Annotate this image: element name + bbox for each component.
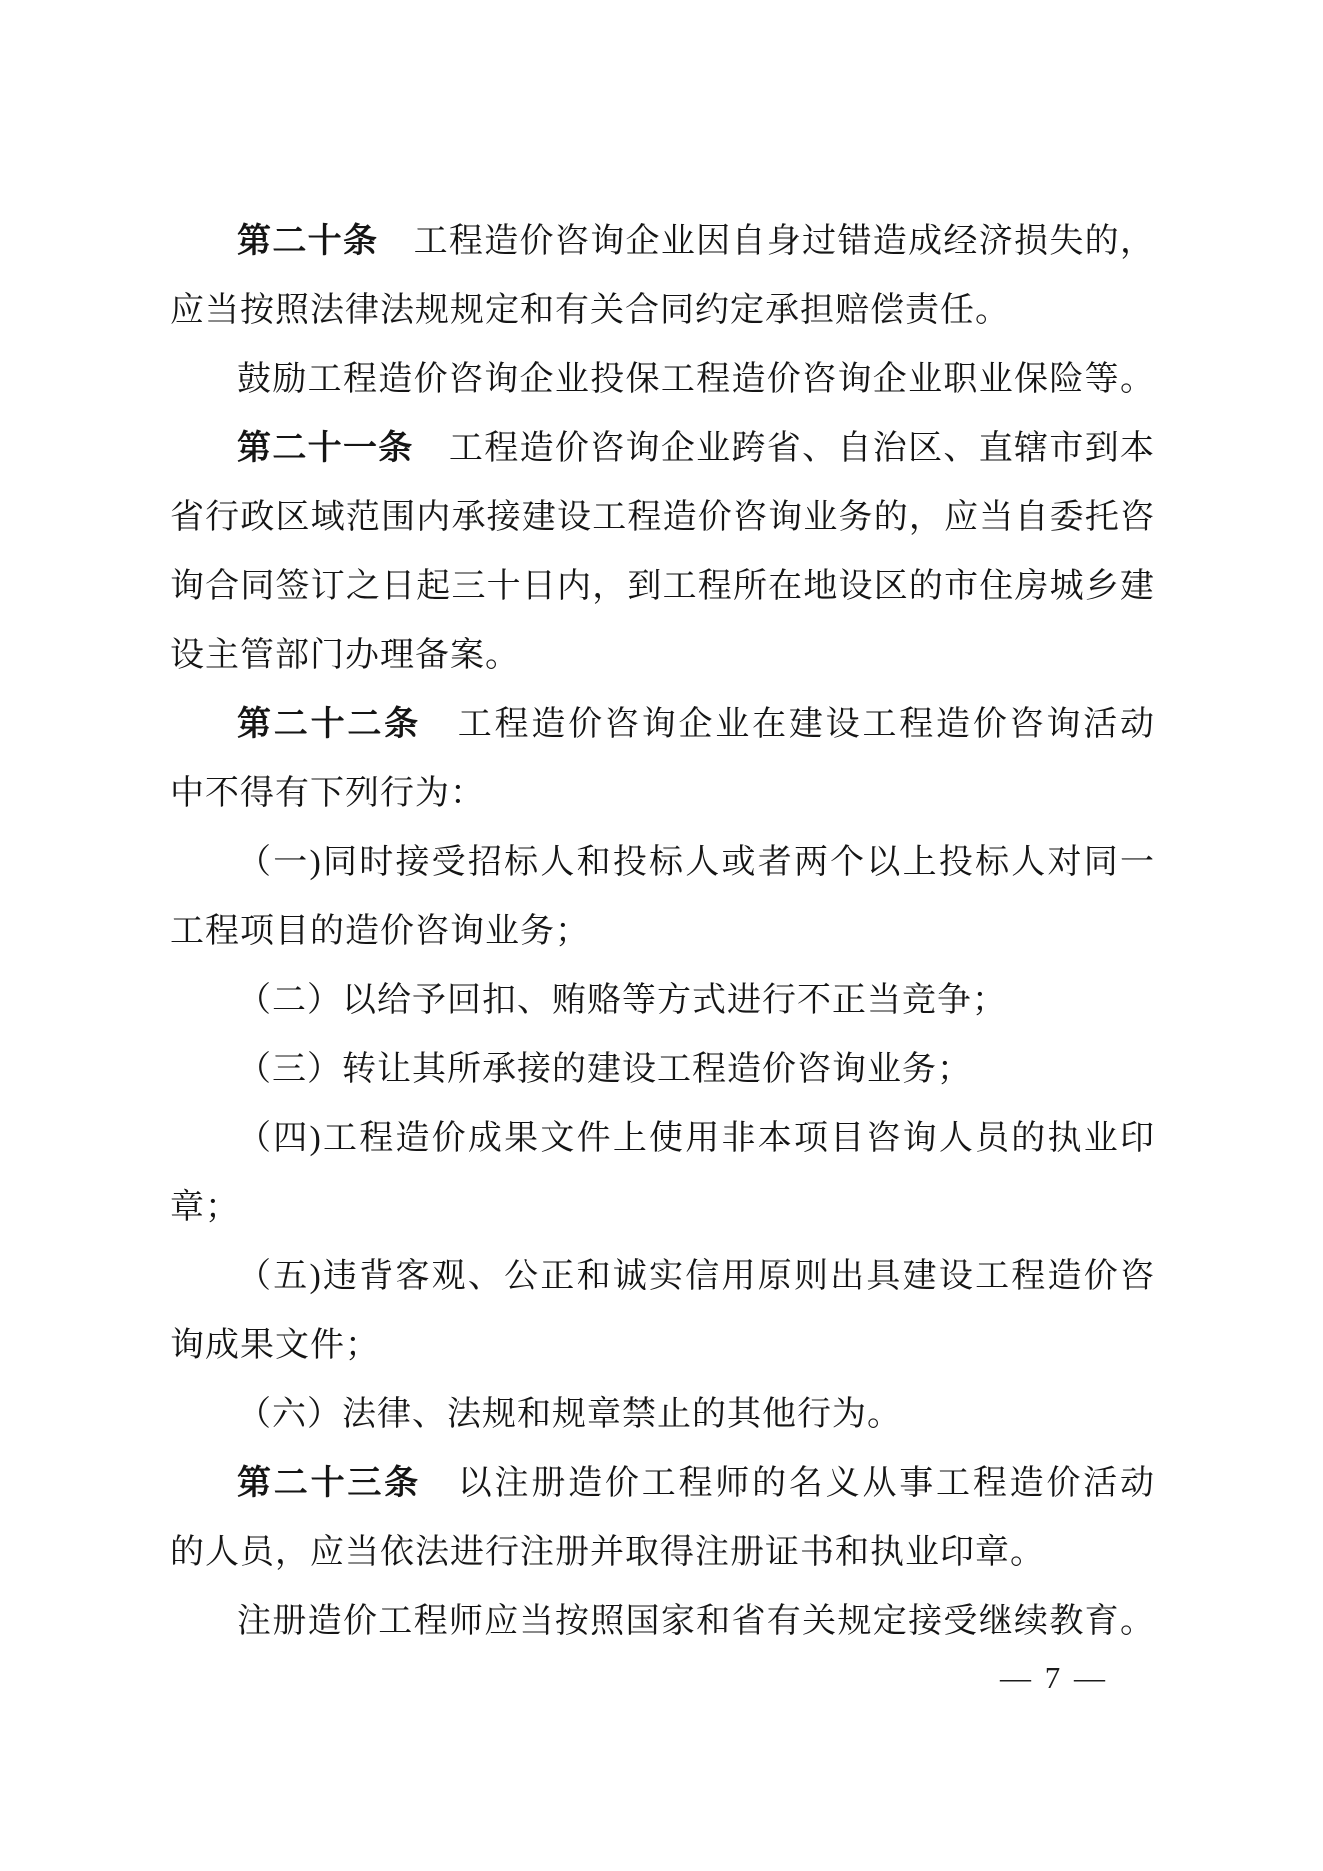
text-line	[170, 1173, 1155, 1242]
line-text: 工程造价咨询企业跨省、自治区、直辖市到本	[413, 430, 1156, 467]
article-number: 第二十一条	[237, 430, 414, 467]
line-text: 应当按照法律法规规定和有关合同约定承担赔偿责任。	[170, 292, 1010, 329]
text-line	[170, 759, 1155, 828]
line-text: 的人员，应当依法进行注册并取得注册证书和执业印章。	[170, 1534, 1045, 1571]
line-text: 工程造价咨询企业在建设工程造价咨询活动	[420, 706, 1156, 743]
line-text: 章；	[170, 1189, 240, 1226]
text-line	[170, 1035, 1155, 1104]
line-text: 鼓励工程造价咨询企业投保工程造价咨询企业职业保险等。	[237, 361, 1155, 398]
text-line	[170, 1311, 1155, 1380]
text-line	[170, 897, 1155, 966]
article-number: 第二十条	[237, 223, 379, 260]
text-line	[170, 1380, 1155, 1449]
text-line	[170, 1104, 1155, 1173]
line-text: 设主管部门办理备案。	[170, 637, 520, 674]
text-line	[170, 1587, 1155, 1656]
article-number: 第二十二条	[237, 706, 421, 743]
line-text: 询合同签订之日起三十日内，到工程所在地设区的市住房城乡建	[170, 568, 1155, 605]
text-line	[170, 414, 1155, 483]
page-number: — 7 —	[1000, 1660, 1108, 1695]
line-text: （四)工程造价成果文件上使用非本项目咨询人员的执业印	[237, 1120, 1155, 1157]
text-line	[170, 1518, 1155, 1587]
article-number: 第二十三条	[237, 1465, 421, 1502]
line-text: 注册造价工程师应当按照国家和省有关规定接受继续教育。	[237, 1603, 1155, 1640]
document-body	[170, 207, 1155, 1656]
line-text: 工程造价咨询企业因自身过错造成经济损失的，	[378, 223, 1155, 260]
line-text: 工程项目的造价咨询业务；	[170, 913, 590, 950]
text-line	[170, 828, 1155, 897]
line-text: 中不得有下列行为：	[170, 775, 485, 812]
line-text: （三）转让其所承接的建设工程造价咨询业务；	[237, 1051, 972, 1088]
text-line	[170, 1449, 1155, 1518]
line-text: （二）以给予回扣、贿赂等方式进行不正当竞争；	[237, 982, 1007, 1019]
line-text: 询成果文件；	[170, 1327, 380, 1364]
text-line	[170, 483, 1155, 552]
line-text: （五)违背客观、公正和诚实信用原则出具建设工程造价咨	[237, 1258, 1155, 1295]
line-text: 省行政区域范围内承接建设工程造价咨询业务的，应当自委托咨	[170, 499, 1155, 536]
text-line	[170, 345, 1155, 414]
text-line	[170, 207, 1155, 276]
line-text: （一)同时接受招标人和投标人或者两个以上投标人对同一	[237, 844, 1155, 881]
text-line	[170, 552, 1155, 621]
text-line	[170, 621, 1155, 690]
text-line	[170, 966, 1155, 1035]
text-line	[170, 276, 1155, 345]
text-line	[170, 690, 1155, 759]
line-text: 以注册造价工程师的名义从事工程造价活动	[420, 1465, 1156, 1502]
text-line	[170, 1242, 1155, 1311]
line-text: （六）法律、法规和规章禁止的其他行为。	[237, 1396, 902, 1433]
